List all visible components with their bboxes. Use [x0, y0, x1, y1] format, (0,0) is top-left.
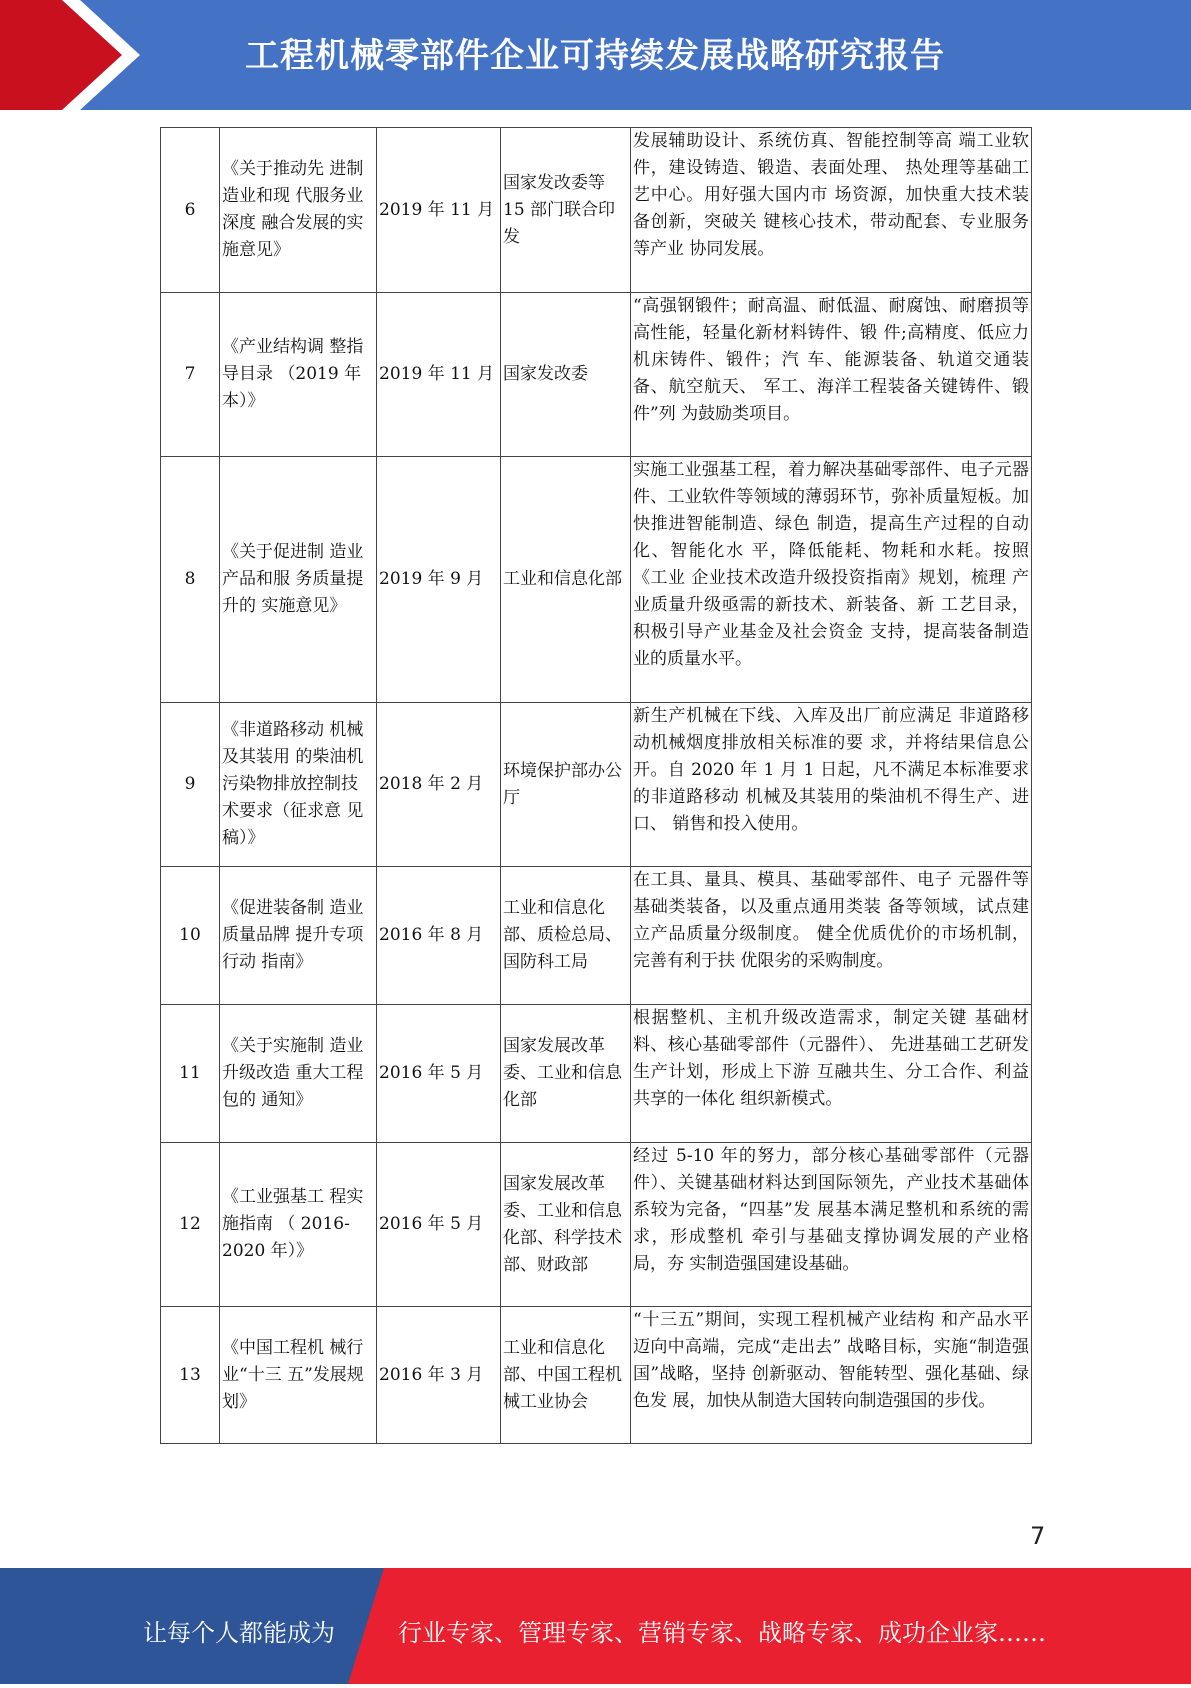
policy-content: 新生产机械在下线、入库及出厂前应满足 非道路移动机械烟度排放相关标准的要 求，并将结果信息公开。自 2020 年 1 月 1 日起，凡不满足本标准要求的非道路移动 机械及其装用的柴油机不得生产、进口、 销售和投入使用。: [631, 703, 1032, 867]
row-number: 9: [161, 703, 220, 867]
policy-name: 《关于促进制 造业产品和服 务质量提升的 实施意见》: [220, 457, 377, 703]
footer-slogan-right: 行业专家、管理专家、营销专家、战略专家、成功企业家……: [398, 1619, 1046, 1647]
issue-date: 2016 年 5 月: [377, 1005, 501, 1143]
table-row: [161, 293, 1032, 457]
policy-name: 《工业强基工 程实施指南 （ 2016-2020 年）》: [220, 1143, 377, 1307]
page-number: 7: [1030, 1522, 1046, 1550]
issue-date: 2018 年 2 月: [377, 703, 501, 867]
footer-slogan-left: 让每个人都能成为: [143, 1619, 335, 1647]
row-number: 10: [161, 867, 220, 1005]
issuer: 工业和信息化部、中国工程机械工业协会: [501, 1307, 631, 1444]
issuer: 国家发改委等 15 部门联合印发: [501, 128, 631, 293]
table-row: [161, 703, 1032, 867]
header-chevron-decoration: [0, 0, 150, 110]
issuer: 工业和信息化部、质检总局、国防科工局: [501, 867, 631, 1005]
row-number: 13: [161, 1307, 220, 1444]
policy-content: 发展辅助设计、系统仿真、智能控制等高 端工业软件，建设铸造、锻造、表面处理、 热处理等基础工艺中心。用好强大国内市 场资源，加快重大技术装备创新，突破关 键核心技术，带动配套、专业服务等产业 协同发展。: [631, 128, 1032, 293]
row-number: 11: [161, 1005, 220, 1143]
issuer: 环境保护部办公厅: [501, 703, 631, 867]
issue-date: 2019 年 11 月: [377, 293, 501, 457]
issuer: 工业和信息化部: [501, 457, 631, 703]
issue-date: 2019 年 9 月: [377, 457, 501, 703]
report-title: 工程机械零部件企业可持续发展战略研究报告: [245, 36, 945, 76]
policy-name: 《中国工程机 械行业“十三 五”发展规划》: [220, 1307, 377, 1444]
policy-name: 《关于实施制 造业升级改造 重大工程包的 通知》: [220, 1005, 377, 1143]
policy-name: 《关于推动先 进制造业和现 代服务业深度 融合发展的实 施意见》: [220, 128, 377, 293]
policy-content: 根据整机、主机升级改造需求，制定关键 基础材料、核心基础零部件（元器件）、 先进基础工艺研发生产计划，形成上下游 互融共生、分工合作、利益共享的一体化 组织新模式。: [631, 1005, 1032, 1143]
row-number: 7: [161, 293, 220, 457]
policy-name: 《促进装备制 造业质量品牌 提升专项行动 指南》: [220, 867, 377, 1005]
table-row: [161, 128, 1032, 293]
table-row: [161, 867, 1032, 1005]
policy-content: “高强钢锻件；耐高温、耐低温、耐腐蚀、耐磨损等高性能，轻量化新材料铸件、锻 件;高精度、低应力机床铸件、锻件；汽 车、能源装备、轨道交通装备、航空航天、 军工、海洋工程装备关键铸件、锻件”列 为鼓励类项目。: [631, 293, 1032, 457]
table-row: [161, 1307, 1032, 1444]
policy-name: 《产业结构调 整指导目录 （2019 年本）》: [220, 293, 377, 457]
table-row: [161, 1005, 1032, 1143]
issue-date: 2016 年 3 月: [377, 1307, 501, 1444]
issuer: 国家发展改革委、工业和信息化部、科学技术部、财政部: [501, 1143, 631, 1307]
row-number: 6: [161, 128, 220, 293]
policy-content: 在工具、量具、模具、基础零部件、电子 元器件等基础类装备，以及重点通用类装 备等领域，试点建立产品质量分级制度。 健全优质优价的市场机制，完善有利于扶 优限劣的采购制度。: [631, 867, 1032, 1005]
policy-content: 经过 5-10 年的努力，部分核心基础零部件（元器件）、关键基础材料达到国际领先，产业技术基础体系较为完备，“四基”发 展基本满足整机和系统的需求，形成整机 牵引与基础支撑协调发展的产业格局，夯 实制造强国建设基础。: [631, 1143, 1032, 1307]
policy-content: “十三五”期间，实现工程机械产业结构 和产品水平迈向中高端，完成“走出去” 战略目标，实施“制造强国”战略，坚持 创新驱动、智能转型、强化基础、绿色发 展，加快从制造大国转向制造强国的步伐。: [631, 1307, 1032, 1444]
issue-date: 2016 年 8 月: [377, 867, 501, 1005]
row-number: 8: [161, 457, 220, 703]
issuer: 国家发展改革委、工业和信息化部: [501, 1005, 631, 1143]
policy-table: [160, 127, 1032, 1444]
issue-date: 2019 年 11 月: [377, 128, 501, 293]
table-row: [161, 1143, 1032, 1307]
policy-name: 《非道路移动 机械及其装用 的柴油机污染物排放控制技 术要求（征求意 见稿）》: [220, 703, 377, 867]
issue-date: 2016 年 5 月: [377, 1143, 501, 1307]
issuer: 国家发改委: [501, 293, 631, 457]
table-continuation-edge: [150, 1446, 1050, 1452]
row-number: 12: [161, 1143, 220, 1307]
policy-content: 实施工业强基工程，着力解决基础零部件、电子元器件、工业软件等领域的薄弱环节，弥补质量短板。加快推进智能制造、绿色 制造，提高生产过程的自动化、智能化水 平，降低能耗、物耗和水耗。按照《工业 企业技术改造升级投资指南》规划，梳理 产业质量升级亟需的新技术、新装备、新 工艺目录，积极引导产业基金及社会资金 支持，提高装备制造业的质量水平。: [631, 457, 1032, 703]
page-header: [0, 0, 1191, 110]
table-row: [161, 457, 1032, 703]
